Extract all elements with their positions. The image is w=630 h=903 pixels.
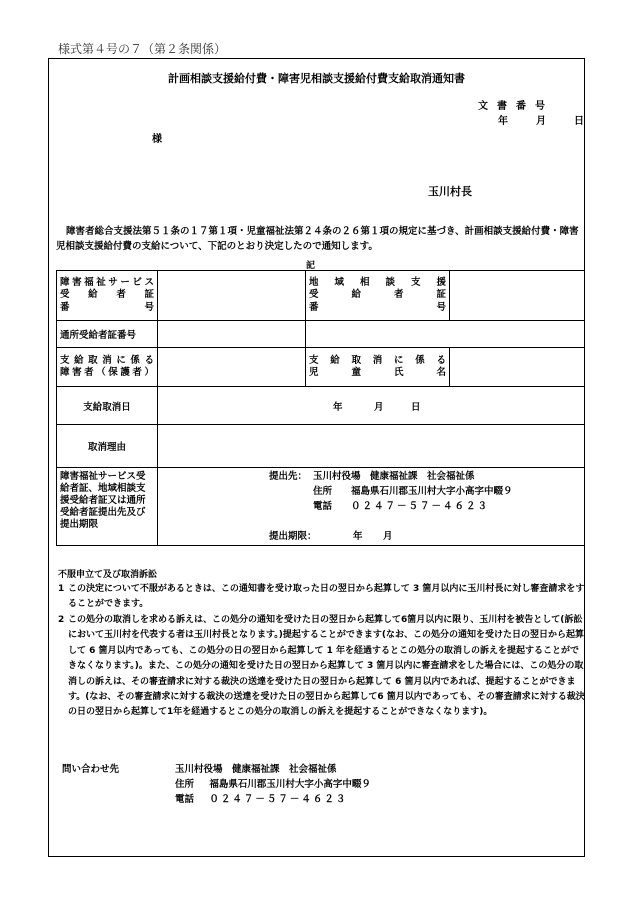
contact-label: 問い合わせ先 xyxy=(62,764,120,775)
reason-label: 取消理由 xyxy=(57,425,158,468)
appeal-title: 不服申立て及び取消訴訟 xyxy=(58,570,158,580)
year-label: 年 xyxy=(498,116,508,127)
cancel-person-label: 支給取消に係る 障害者（保護者） xyxy=(57,348,158,387)
notice-body: 障害者総合支援法第５１条の１７第１項・児童福祉法第２４条の２６第１項の規定に基づき、計画相談支援給付費・障害児相談支援給付費の支給について、下記のとおり決定したので通知します。 xyxy=(56,226,579,252)
submit-label: 障害福祉サービス受 給者証、地域相談支 援受給者証又は通所 受給者証提出先及び 提出期限 xyxy=(57,468,158,546)
day-label: 日 xyxy=(574,116,584,127)
blank-cell xyxy=(306,321,585,348)
form-label: 様式第４号の７（第２条関係） xyxy=(58,42,227,56)
reason-field[interactable] xyxy=(158,425,585,468)
table-row xyxy=(57,425,585,468)
service-cert-label: 障害福祉サービス 受 給 者 証 番 号 xyxy=(57,271,158,321)
contact-phone-line: 電話 ０２４７－５７－４６２３ xyxy=(175,794,348,805)
submit-info: 提出先： 玉川村役場 健康福祉課 社会福祉係 住所 福島県石川郡玉川村大字小高字中畷９ 電話 ０２４７－５７－４６２３ 提出期限： 年 月 xyxy=(158,468,585,546)
cancel-person-field[interactable] xyxy=(158,348,306,387)
chiiki-cert-label: 地域相談支援 受 給 者 証 番 号 xyxy=(306,271,450,321)
table-row xyxy=(57,321,585,348)
service-cert-number-field[interactable] xyxy=(158,271,306,321)
ki-marker: 記 xyxy=(306,261,316,271)
table-row xyxy=(57,387,585,425)
tsusho-cert-number-field[interactable] xyxy=(158,321,306,348)
cancel-date-field[interactable]: 年 月 日 xyxy=(158,387,585,425)
chiiki-cert-number-field[interactable] xyxy=(450,271,585,321)
contact-info xyxy=(175,762,371,807)
table-row xyxy=(57,348,585,387)
cancel-child-label: 支給取消に係る 児 童 氏 名 xyxy=(306,348,450,387)
appeal-item-1: 1 この決定について不服があるときは、この通知書を受け取った日の翌日から起算して 3 箇月以内に玉川村長に対し審査請求をすることができます。 xyxy=(58,584,585,610)
cancel-date-label: 支給取消日 xyxy=(57,387,158,425)
table-row xyxy=(57,271,585,321)
doc-number-label: 文書番号 xyxy=(478,101,554,112)
cancel-child-field[interactable] xyxy=(450,348,585,387)
appeal-item-2: 2 この処分の取消しを求める訴えは、この処分の通知を受けた日の翌日から起算して6箇月以内に限り、玉川村を被告として(訴訟において玉川村を代表する者は玉川村長となります。)提起することができます(なお、この処分の通知を受けた日の翌日から起算して 6 箇月以内であっても、この処分の日の翌日から起算して 1 年を経過するとこの処分の取消しの訴えを提起することができなくなります。)。また、この処分の通知を受けた日の翌日から起算して 3 箇月以内に審査請求をした場合には、この処分の取消しの訴えは、その審査請求に対する裁決の送達を受けた日の翌日から起算して 6 箇月以内であれば、提起することができます。(なお、その審査請求に対する裁決の送達を受けた日の翌日から起算して6 箇月以内であっても、その審査請求に対する裁決の日の翌日から起算して1年を経過するとこの処分の取消しの訴えを提起することができなくなります)。 xyxy=(58,615,585,718)
issuer: 玉川村長 xyxy=(428,185,472,198)
contact-office: 玉川村役場 健康福祉課 社会福祉係 xyxy=(175,764,337,775)
tsusho-cert-label: 通所受給者証番号 xyxy=(57,321,158,348)
contact-address-line: 住所 福島県石川郡玉川村大字小高字中畷９ xyxy=(175,779,371,790)
addressee-suffix: 様 xyxy=(152,134,162,145)
document-title: 計画相談支援給付費・障害児相談支援給付費支給取消通知書 xyxy=(168,72,465,85)
notice-table xyxy=(56,270,585,546)
month-label: 月 xyxy=(536,116,546,127)
table-row xyxy=(57,468,585,546)
issue-date-labels xyxy=(498,112,584,127)
